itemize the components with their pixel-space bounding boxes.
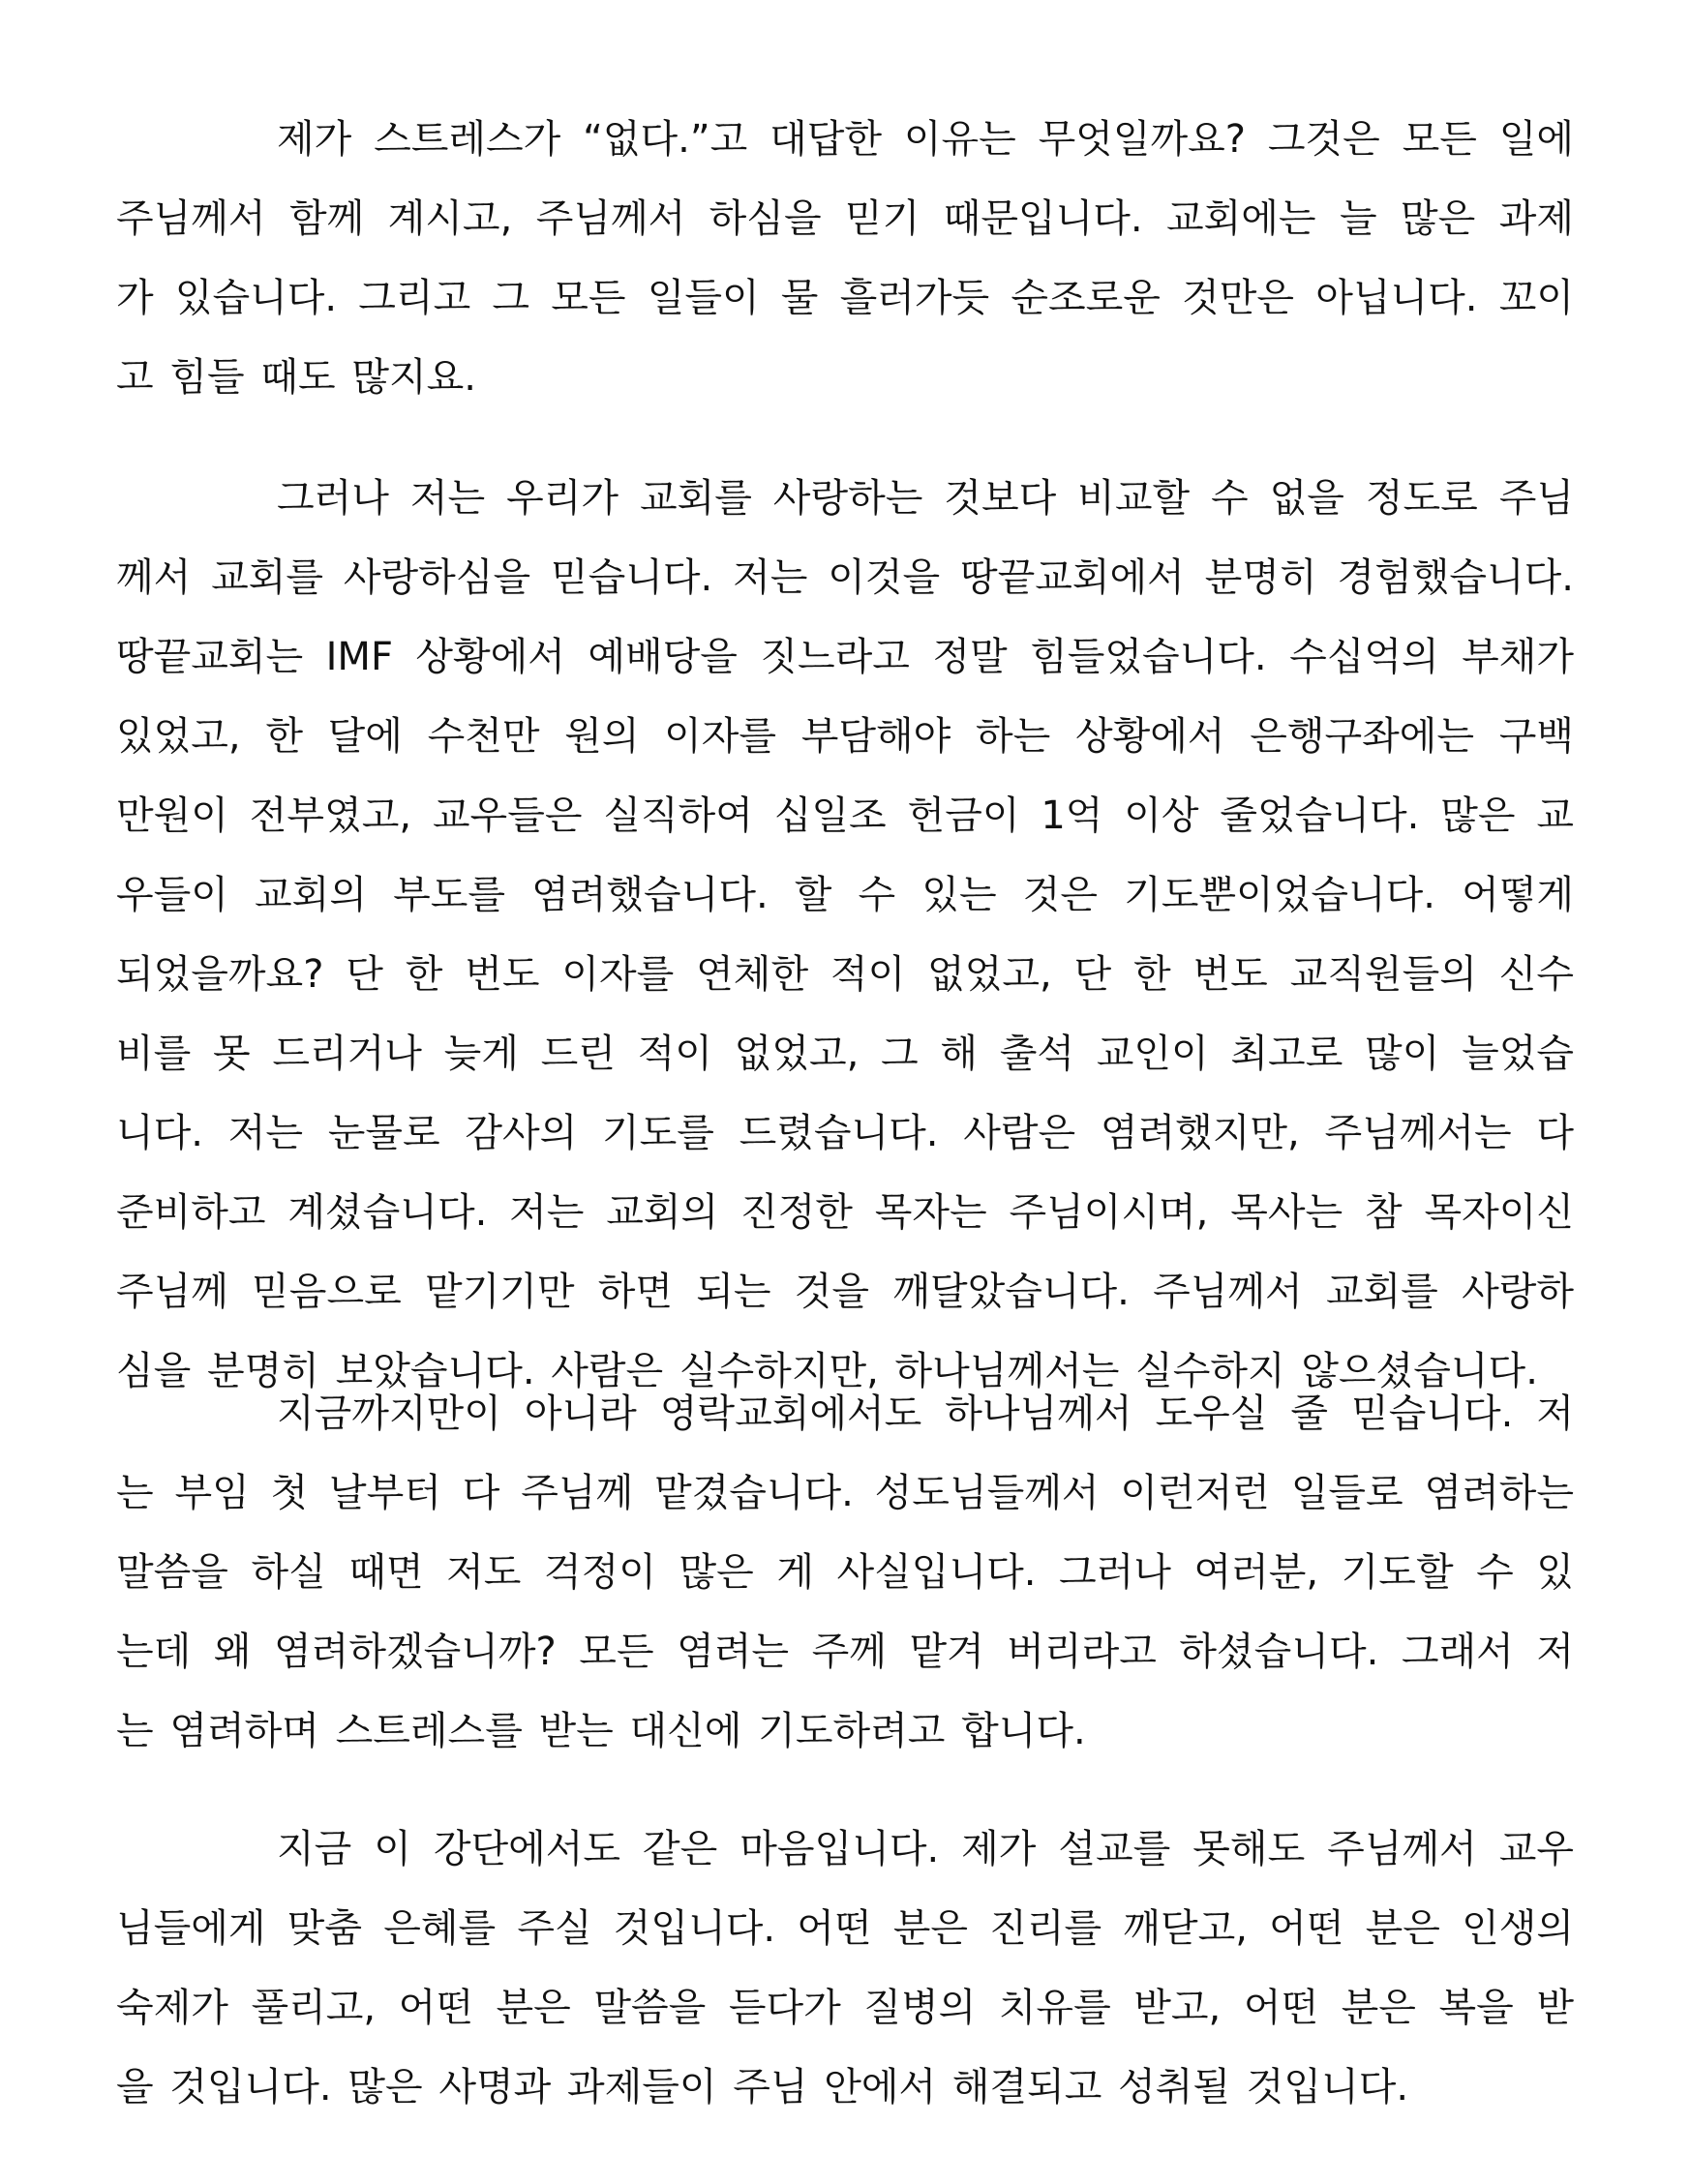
text-line: 가 있습니다. 그리고 그 모든 일들이 물 흘러가듯 순조로운 것만은 아닙니다. 꼬이 [116, 276, 1574, 320]
text-line: 준비하고 계셨습니다. 저는 교회의 진정한 목자는 주님이시며, 목사는 참 목자이신 [116, 1190, 1574, 1235]
text-line: 을 것입니다. 많은 사명과 과제들이 주님 안에서 해결되고 성취될 것입니다. [116, 2065, 1409, 2109]
text-line: 되었을까요? 단 한 번도 이자를 연체한 적이 없었고, 단 한 번도 교직원들의 신수 [116, 952, 1574, 997]
text-line: 비를 못 드리거나 늦게 드린 적이 없었고, 그 해 출석 교인이 최고로 많이 늘었습 [116, 1032, 1574, 1076]
text-line: 지금 이 강단에서도 같은 마음입니다. 제가 설교를 못해도 주님께서 교우 [277, 1827, 1574, 1871]
text-line: 만원이 전부였고, 교우들은 실직하여 십일조 헌금이 1억 이상 줄었습니다. 많은 교 [116, 793, 1574, 838]
text-line: 지금까지만이 아니라 영락교회에서도 하나님께서 도우실 줄 믿습니다. 저 [277, 1391, 1574, 1436]
paragraph-3 [116, 1374, 1574, 1771]
text-line: 숙제가 풀리고, 어떤 분은 말씀을 듣다가 질병의 치유를 받고, 어떤 분은 복을 받 [116, 1986, 1574, 2030]
paragraph-1 [116, 100, 1574, 417]
text-line: 심을 분명히 보았습니다. 사람은 실수하지만, 하나님께서는 실수하지 않으셨습니다. [116, 1349, 1538, 1393]
paragraph-2 [116, 459, 1574, 1411]
text-line: 제가 스트레스가 “없다.”고 대답한 이유는 무엇일까요? 그것은 모든 일에 [277, 117, 1574, 162]
text-line: 주님께서 함께 계시고, 주님께서 하심을 믿기 때문입니다. 교회에는 늘 많은 과제 [116, 196, 1574, 241]
text-line: 님들에게 맞춤 은혜를 주실 것입니다. 어떤 분은 진리를 깨닫고, 어떤 분은 인생의 [116, 1906, 1574, 1951]
text-line: 께서 교회를 사랑하심을 믿습니다. 저는 이것을 땅끝교회에서 분명히 경험했습니다. [116, 555, 1574, 600]
text-line: 우들이 교회의 부도를 염려했습니다. 할 수 있는 것은 기도뿐이었습니다. 어떻게 [116, 873, 1574, 917]
text-line: 있었고, 한 달에 수천만 원의 이자를 부담해야 하는 상황에서 은행구좌에는 구백 [116, 714, 1574, 759]
text-line: 고 힘들 때도 많지요. [116, 355, 476, 400]
text-line: 땅끝교회는 IMF 상황에서 예배당을 짓느라고 정말 힘들었습니다. 수십억의 부채가 [116, 635, 1574, 679]
text-line: 는 염려하며 스트레스를 받는 대신에 기도하려고 합니다. [116, 1709, 1086, 1753]
text-line: 그러나 저는 우리가 교회를 사랑하는 것보다 비교할 수 없을 정도로 주님 [277, 476, 1574, 521]
text-line: 는데 왜 염려하겠습니까? 모든 염려는 주께 맡겨 버리라고 하셨습니다. 그래서 저 [116, 1630, 1574, 1674]
text-line: 는 부임 첫 날부터 다 주님께 맡겼습니다. 성도님들께서 이런저런 일들로 염려하는 [116, 1471, 1574, 1515]
text-line: 말씀을 하실 때면 저도 걱정이 많은 게 사실입니다. 그러나 여러분, 기도할 수 있 [116, 1550, 1574, 1595]
text-line: 니다. 저는 눈물로 감사의 기도를 드렸습니다. 사람은 염려했지만, 주님께서는 다 [116, 1111, 1574, 1155]
paragraph-4 [116, 1810, 1574, 2127]
text-line: 주님께 믿음으로 맡기기만 하면 되는 것을 깨달았습니다. 주님께서 교회를 사랑하 [116, 1270, 1574, 1314]
